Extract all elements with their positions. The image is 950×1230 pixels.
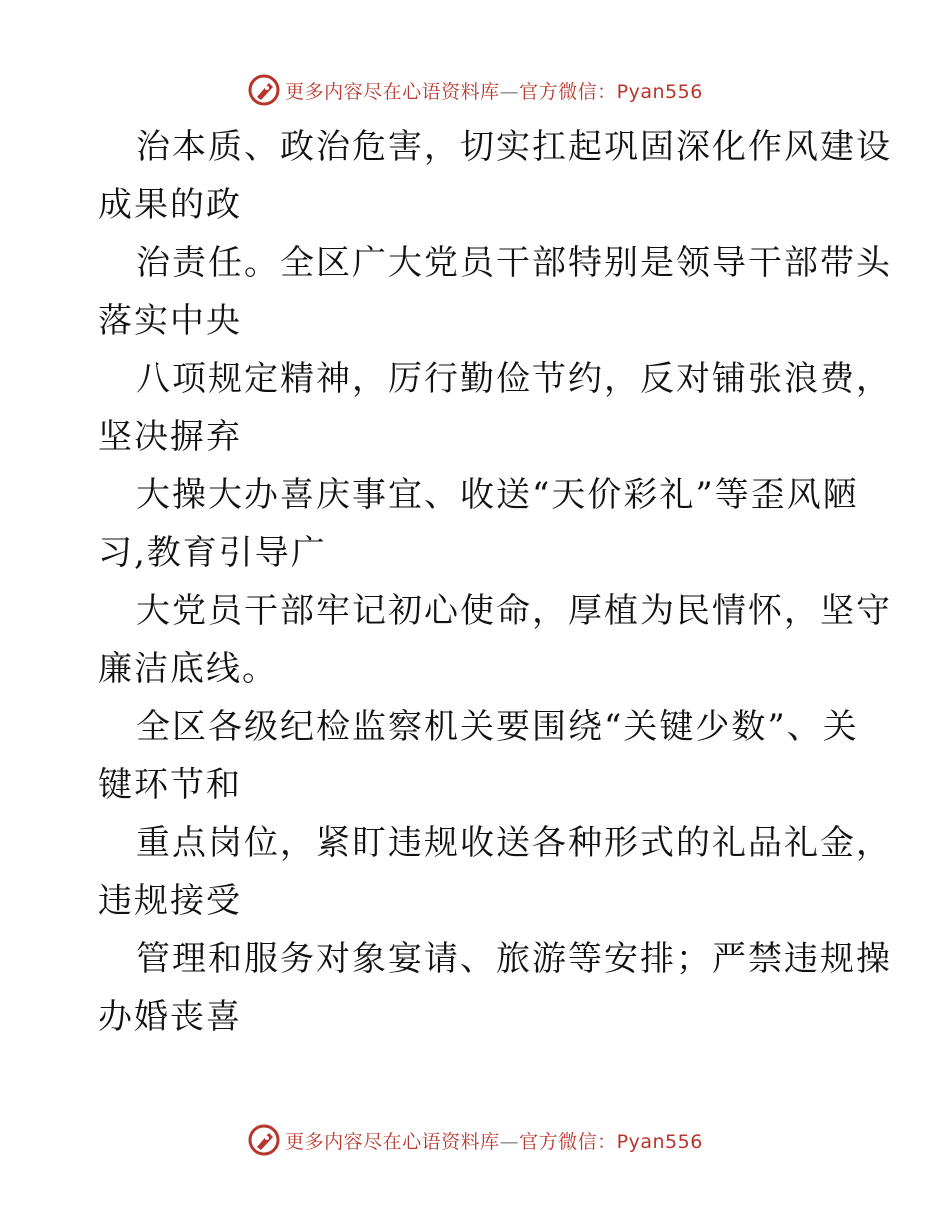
paragraph-line: 重点岗位，紧盯违规收送各种形式的礼品礼金， [136, 823, 892, 863]
header-text [285, 77, 703, 104]
paragraph-line: 管理和服务对象宴请、旅游等安排；严禁违规操 [136, 939, 892, 979]
paragraph [98, 930, 892, 1046]
paragraph [98, 466, 858, 582]
paragraph-line: 习,教育引导广 [98, 533, 327, 573]
header-banner [0, 70, 950, 110]
paragraph-line: 违规接受 [98, 881, 242, 921]
paragraph-line: 全区各级纪检监察机关要围绕“关键少数”、关 [136, 707, 859, 747]
paragraph-line: 成果的政 [98, 185, 242, 225]
document-body [98, 118, 892, 1046]
footer-banner [0, 1120, 950, 1160]
paragraph-line: 大党员干部牢记初心使命，厚植为民情怀，坚守 [136, 591, 892, 631]
paragraph-line: 办婚丧喜 [98, 997, 242, 1037]
paragraph-line: 大操大办喜庆事宜、收送“天价彩礼”等歪风陋 [136, 475, 859, 515]
header-wechat: 官方微信：Pyan556 [519, 80, 703, 103]
paragraph [98, 118, 892, 234]
paragraph-line: 坚决摒弃 [98, 417, 242, 457]
header-separator: — [499, 80, 520, 103]
paragraph-line: 落实中央 [98, 301, 242, 341]
header-brand: 更多内容尽在心语资料库 [285, 80, 500, 103]
footer-text [285, 1127, 703, 1154]
pen-nib-logo-icon [247, 1123, 281, 1157]
paragraph-line: 治本质、政治危害，切实扛起巩固深化作风建设 [136, 127, 892, 167]
paragraph [98, 350, 892, 466]
paragraph-line: 八项规定精神，厉行勤俭节约，反对铺张浪费， [136, 359, 892, 399]
paragraph-line: 键环节和 [98, 765, 242, 805]
paragraph-line: 廉洁底线。 [98, 649, 278, 689]
paragraph [98, 234, 892, 350]
footer-separator: — [499, 1130, 520, 1153]
paragraph [98, 582, 892, 698]
pen-nib-logo-icon [247, 73, 281, 107]
paragraph [98, 698, 858, 814]
paragraph [98, 814, 892, 930]
paragraph-line: 治责任。全区广大党员干部特别是领导干部带头 [136, 243, 892, 283]
footer-wechat: 官方微信：Pyan556 [519, 1130, 703, 1153]
footer-brand: 更多内容尽在心语资料库 [285, 1130, 500, 1153]
